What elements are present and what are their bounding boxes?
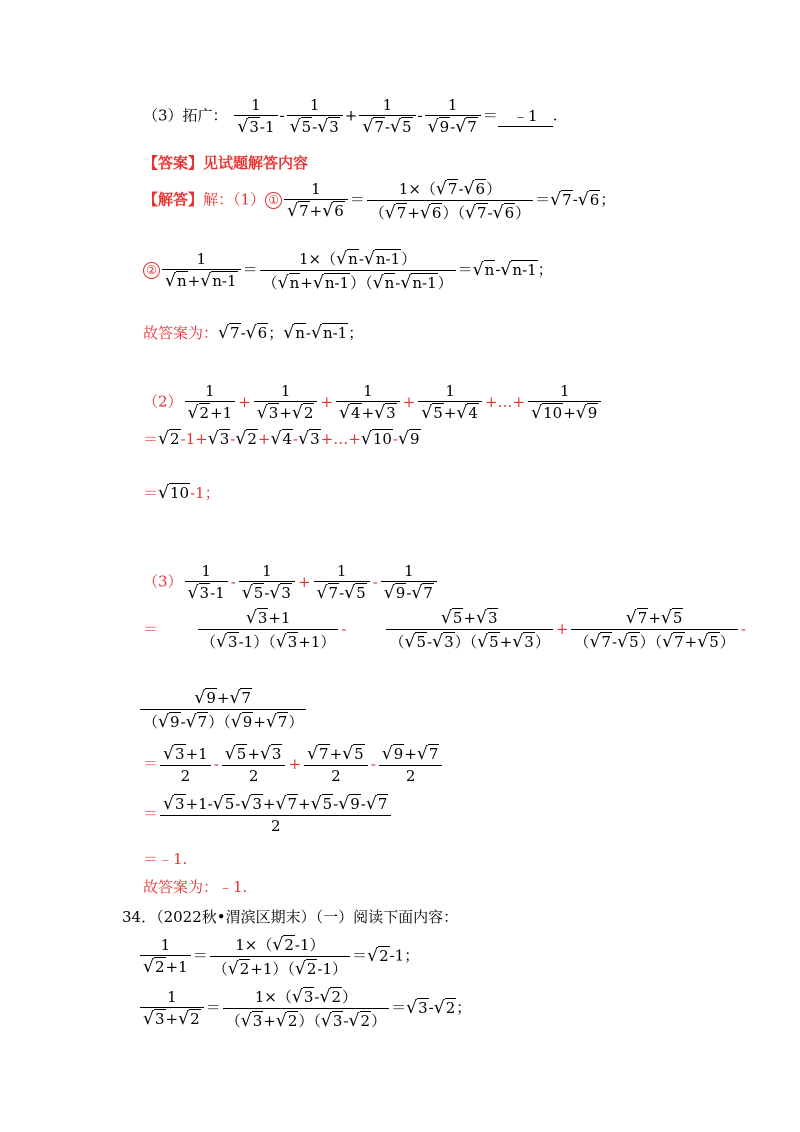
solution-3-line-1: （3） $\frac{1}{√3-1}$ - $\frac{1}{√5-√3}$ + $\frac{1}{√7-√5}$ - $\frac{1}{√9-√7}$ — [143, 562, 439, 603]
solution-3-line-5: ＝ $\frac{√3+1-√5-√3+√7+√5-√9-√7}{2}$ — [143, 794, 393, 835]
solution-3-label: （3） — [143, 572, 183, 591]
problem-3-statement: （3）拓广： $\frac{1}{√3-1}$ - $\frac{1}{√5-√3}$ + $\frac{1}{√7-√5}$ - $\frac{1}{√9-√7}$ ＝ ﹣1 . — [143, 96, 558, 137]
circle-two: ② — [143, 262, 160, 279]
solution-intro: 解：（1） — [203, 190, 266, 209]
solution-2-line-3: ＝√10-1； — [143, 483, 220, 503]
solution-1-step-2: ② $\frac{1}{√n+√n-1}$ ＝ $\frac{1\times(√n-√n-1)}{(√n+√n-1)(√n-√n-1)}$ ＝√n-√n-1； — [143, 248, 553, 293]
answer-line: 【答案】见试题解答内容 — [143, 154, 309, 172]
problem-34-example-2: $\frac{1}{√3+√2}$ ＝ $\frac{1\times(√3-√2)}{(√3+√2)(√3-√2)}$ ＝√3-√2； — [138, 986, 471, 1031]
solution-1-step-1: 【解答】解：（1） ① $\frac{1}{√7+√6}$ ＝ $\frac{1\times(√7-√6)}{(√7+√6)(√7-√6)}$ ＝√7-√6； — [143, 179, 616, 223]
solution-3-line-3: $\frac{√9+√7}{(√9-√7)(√9+√7)}$ — [138, 688, 308, 732]
problem-3-label: （3）拓广： — [143, 106, 228, 125]
answer-summary-1: 故答案为：√7-√6；√n-√n-1； — [143, 323, 364, 343]
answer-blank: ﹣1 — [498, 105, 553, 127]
answer-summary-label: 故答案为： — [143, 324, 219, 342]
problem-34-heading: 34．（2022秋•渭滨区期末）（一）阅读下面内容： — [122, 908, 459, 926]
solution-2-line-2: ＝√2-1+√3-√2+√4-√3+…+√10-√9 — [143, 429, 420, 449]
answer-summary-3: 故答案为：﹣1. — [143, 878, 248, 896]
solution-2-label: （2） — [143, 392, 183, 411]
solution-label: 【解答】 — [143, 190, 204, 209]
solution-3-final: ＝﹣1. — [143, 850, 188, 868]
solution-2-line-1: （2） $\frac{1}{√2+1}$ + $\frac{1}{√3+√2}$ + $\frac{1}{√4+√3}$ + $\frac{1}{√5+√4}$ +…+ $\frac{1}{√10+√9}$ — [143, 382, 603, 423]
solution-3-line-4: ＝ $\frac{√3+1}{2}$ - $\frac{√5+√3}{2}$ + $\frac{√7+√5}{2}$ - $\frac{√9+√7}{2}$ — [143, 744, 444, 785]
solution-3-line-2: ＝ $\frac{√3+1}{(√3-1)(√3+1)}$ - $\frac{√5+√3}{(√5-√3)(√5+√3)}$ + $\frac{√7+√5}{(√7-√5)(√7+√5)}$ - — [143, 608, 746, 652]
problem-34-example-1: $\frac{1}{√2+1}$ ＝ $\frac{1\times(√2-1)}{(√2+1)(√2-1)}$ ＝√2-1； — [138, 934, 419, 979]
circle-one: ① — [265, 192, 282, 209]
